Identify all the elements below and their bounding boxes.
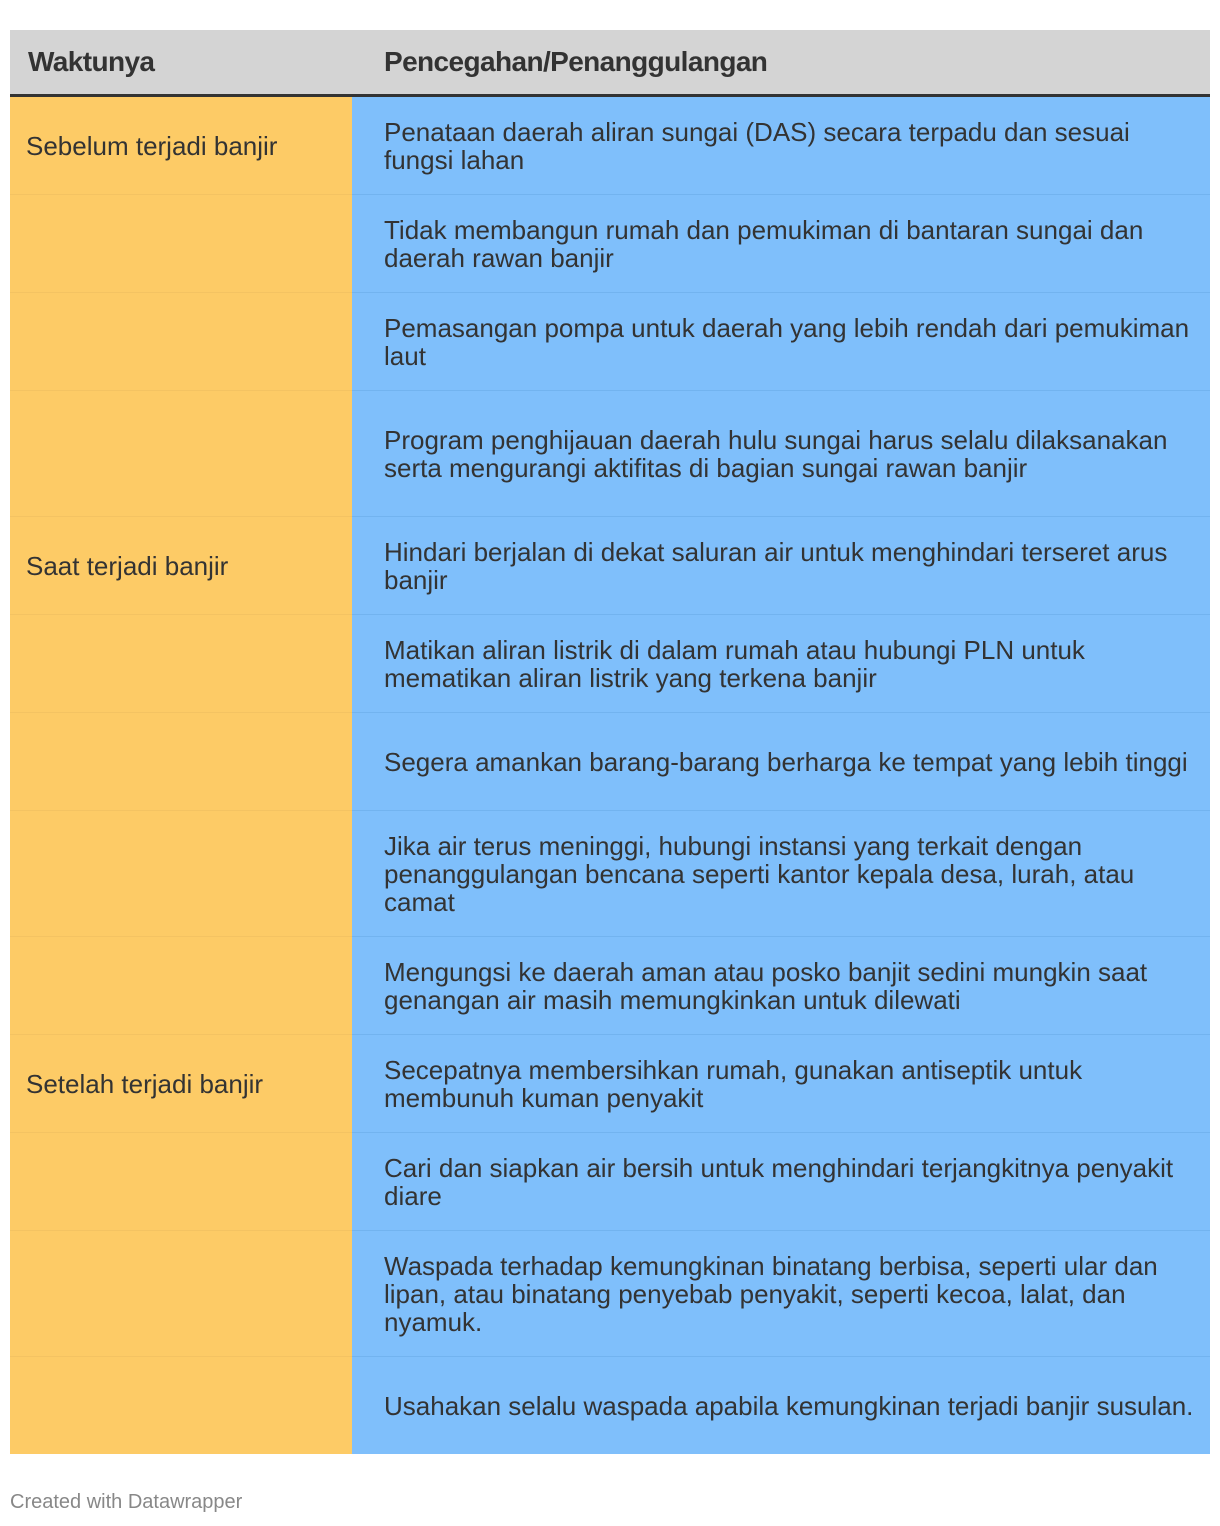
time-cell: Sebelum terjadi banjir xyxy=(10,96,352,195)
action-cell: Secepatnya membersihkan rumah, gunakan antiseptik untuk membunuh kuman penyakit xyxy=(352,1035,1210,1133)
datawrapper-credit: Created with Datawrapper xyxy=(10,1491,243,1513)
time-cell xyxy=(10,1231,352,1357)
table-header-row xyxy=(10,30,1210,96)
table-row xyxy=(10,195,1210,293)
time-cell xyxy=(10,713,352,811)
time-cell xyxy=(10,615,352,713)
table-row xyxy=(10,293,1210,391)
table-row xyxy=(10,1035,1210,1133)
time-cell xyxy=(10,1133,352,1231)
time-cell xyxy=(10,1357,352,1455)
time-cell: Setelah terjadi banjir xyxy=(10,1035,352,1133)
prevention-table xyxy=(10,30,1210,1454)
time-cell: Saat terjadi banjir xyxy=(10,517,352,615)
action-cell: Penataan daerah aliran sungai (DAS) secara terpadu dan sesuai fungsi lahan xyxy=(352,96,1210,195)
time-cell xyxy=(10,391,352,517)
action-cell: Segera amankan barang-barang berharga ke tempat yang lebih tinggi xyxy=(352,713,1210,811)
table-row xyxy=(10,1133,1210,1231)
action-cell: Matikan aliran listrik di dalam rumah atau hubungi PLN untuk mematikan aliran listrik yang terkena banjir xyxy=(352,615,1210,713)
action-cell: Hindari berjalan di dekat saluran air untuk menghindari terseret arus banjir xyxy=(352,517,1210,615)
action-cell: Pemasangan pompa untuk daerah yang lebih rendah dari pemukiman laut xyxy=(352,293,1210,391)
action-cell: Tidak membangun rumah dan pemukiman di bantaran sungai dan daerah rawan banjir xyxy=(352,195,1210,293)
action-cell: Mengungsi ke daerah aman atau posko banjit sedini mungkin saat genangan air masih memungkinkan untuk dilewati xyxy=(352,937,1210,1035)
time-cell xyxy=(10,195,352,293)
column-header-action: Pencegahan/Penanggulangan xyxy=(352,30,1210,96)
time-cell xyxy=(10,937,352,1035)
time-cell xyxy=(10,293,352,391)
table-row xyxy=(10,1231,1210,1357)
table-row xyxy=(10,96,1210,195)
table-row xyxy=(10,811,1210,937)
table-row xyxy=(10,391,1210,517)
column-header-time: Waktunya xyxy=(10,30,352,96)
action-cell: Jika air terus meninggi, hubungi instansi yang terkait dengan penanggulangan bencana seperti kantor kepala desa, lurah, atau camat xyxy=(352,811,1210,937)
table-row xyxy=(10,713,1210,811)
table-row xyxy=(10,937,1210,1035)
time-cell xyxy=(10,811,352,937)
table-row xyxy=(10,1357,1210,1455)
action-cell: Waspada terhadap kemungkinan binatang berbisa, seperti ular dan lipan, atau binatang penyebab penyakit, seperti kecoa, lalat, dan nyamuk. xyxy=(352,1231,1210,1357)
action-cell: Program penghijauan daerah hulu sungai harus selalu dilaksanakan serta mengurangi aktifitas di bagian sungai rawan banjir xyxy=(352,391,1210,517)
table-row xyxy=(10,615,1210,713)
action-cell: Cari dan siapkan air bersih untuk menghindari terjangkitnya penyakit diare xyxy=(352,1133,1210,1231)
table-row xyxy=(10,517,1210,615)
action-cell: Usahakan selalu waspada apabila kemungkinan terjadi banjir susulan. xyxy=(352,1357,1210,1455)
